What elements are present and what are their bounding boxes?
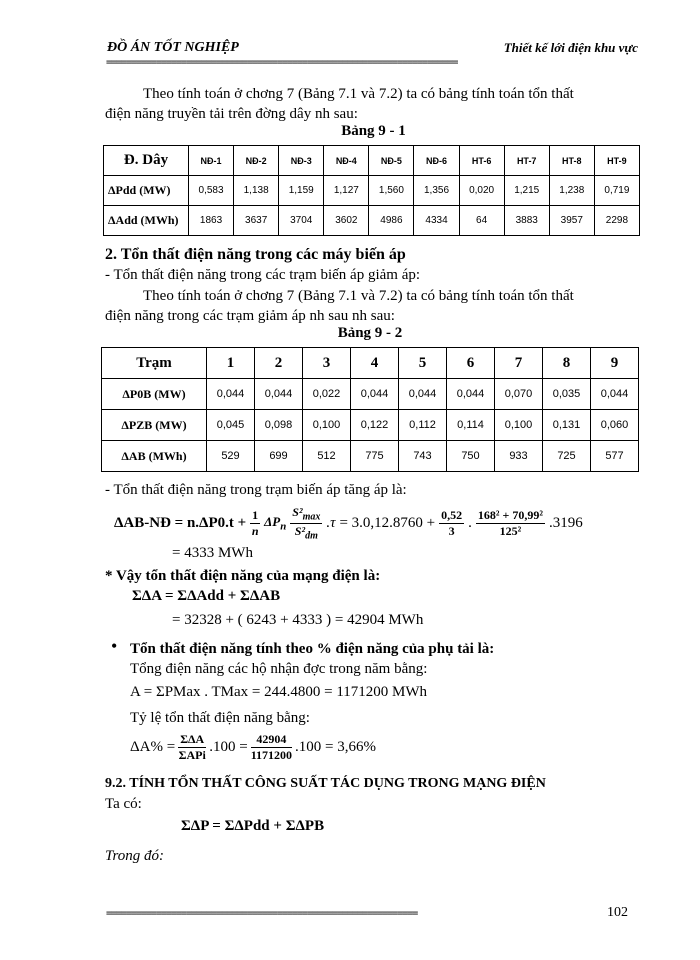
percent-line2: Tỷ lệ tổn thất điện năng bằng: — [130, 710, 310, 726]
table-cell: 3704 — [279, 206, 324, 236]
table2-row-label: ΔP0B (MW) — [102, 379, 207, 410]
table-cell: 699 — [255, 441, 303, 472]
table-cell: 512 — [303, 441, 351, 472]
eq-frac-2-den: 3 — [448, 523, 455, 538]
table1-row-label: ΔPdd (MW) — [104, 176, 189, 206]
table1-header: HT-9 — [594, 146, 639, 176]
table2-header: 7 — [495, 348, 543, 379]
section2-subtitle: - Tổn thất điện năng trong các trạm biến áp giảm áp: — [105, 267, 421, 283]
page-number: 102 — [607, 905, 628, 920]
table-cell: 1,356 — [414, 176, 459, 206]
percent-equation — [130, 725, 376, 769]
bullet-icon: • — [111, 636, 118, 656]
pct-result: .100 = 3,66% — [295, 738, 377, 755]
pct-frac-1 — [178, 732, 206, 763]
table-cell: 1,238 — [549, 176, 594, 206]
percent-title: Tổn thất điện năng tính theo % điện năng của phụ tải là: — [130, 641, 495, 657]
eq-frac-3 — [476, 508, 545, 539]
table-cell: 0,112 — [399, 410, 447, 441]
table-cell: 1,127 — [324, 176, 369, 206]
table2-header: 3 — [303, 348, 351, 379]
table1-header: HT-7 — [504, 146, 549, 176]
table1-caption: Bảng 9 - 1 — [341, 123, 406, 139]
table-cell: 1863 — [189, 206, 234, 236]
percent-eq-a: A = ΣPMax . TMax = 244.4800 = 1171200 MWh — [130, 684, 428, 700]
eq-frac-s-den: $S^2_{dm}$ — [294, 523, 318, 541]
table2-row-label: ΔAB (MWh) — [102, 441, 207, 472]
table-cell: 529 — [207, 441, 255, 472]
table-cell: 0,044 — [447, 379, 495, 410]
pct-frac-2-num: 42904 — [251, 732, 292, 748]
table-cell: 0,020 — [459, 176, 504, 206]
table2-row-label: ΔPZB (MW) — [102, 410, 207, 441]
table2-header: 4 — [351, 348, 399, 379]
table-cell: 0,044 — [207, 379, 255, 410]
pct-frac-2 — [251, 732, 292, 763]
table2-header: 1 — [207, 348, 255, 379]
section92-trongdo: Trong đó: — [105, 848, 165, 864]
table1 — [103, 145, 640, 236]
section2-title: 2. Tổn thất điện năng trong các máy biến áp — [105, 246, 406, 263]
eq-frac-1n — [250, 508, 260, 539]
pct-frac-1-num: ΣΔA — [180, 731, 205, 746]
table2-header: 5 — [399, 348, 447, 379]
section92-title: 9.2. TÍNH TỔN THẤT CÔNG SUẤT TÁC DỤNG TRONG MẠNG ĐIỆN — [105, 776, 546, 791]
table2-header: 6 — [447, 348, 495, 379]
header-subtitle: Thiết kế lới điện khu vực — [503, 40, 638, 55]
table-cell: 0,022 — [303, 379, 351, 410]
eq-frac-3-den: 125² — [499, 523, 522, 538]
table-cell: 0,114 — [447, 410, 495, 441]
table-cell: 775 — [351, 441, 399, 472]
section92-equation: ΣΔP = ΣΔPdd + ΣΔPB — [181, 818, 325, 834]
table-cell: 0,070 — [495, 379, 543, 410]
table-cell: 0,044 — [255, 379, 303, 410]
table2-header: 8 — [543, 348, 591, 379]
table1-header: NĐ-5 — [369, 146, 414, 176]
section2-line1: Theo tính toán ở chơng 7 (Bảng 7.1 và 7.2) ta có bảng tính toán tổn thất — [143, 288, 574, 304]
table-cell: 0,100 — [303, 410, 351, 441]
table-cell: 1,215 — [504, 176, 549, 206]
intro-line2: điện năng truyền tải trên đờng dây nh sau: — [105, 106, 358, 122]
table2-caption: Bảng 9 - 2 — [337, 325, 403, 341]
table1-header-label: Đ. Dây — [104, 146, 189, 176]
table-cell: 1,560 — [369, 176, 414, 206]
header-title: ĐỒ ÁN TỐT NGHIỆP — [107, 40, 239, 55]
table-cell: 0,583 — [189, 176, 234, 206]
eq-frac-s-num: $S^2_{max}$ — [292, 505, 321, 523]
pct-mult: .100 = — [209, 738, 248, 755]
table1-header: NĐ-3 — [279, 146, 324, 176]
table1-header: HT-8 — [549, 146, 594, 176]
table-cell: 0,044 — [399, 379, 447, 410]
eq-frac-1n-den: n — [251, 523, 259, 538]
table-cell: 2298 — [594, 206, 639, 236]
table2 — [101, 347, 639, 472]
table2-header: Trạm — [102, 348, 207, 379]
table-row — [102, 441, 639, 472]
table-cell: 1,138 — [234, 176, 279, 206]
table-cell: 725 — [543, 441, 591, 472]
table-cell: 0,131 — [543, 410, 591, 441]
table-cell: 0,060 — [591, 410, 639, 441]
table-cell: 0,122 — [351, 410, 399, 441]
table-cell: 4986 — [369, 206, 414, 236]
pct-frac-2-den: 1171200 — [250, 747, 293, 762]
pct-frac-1-den: ΣAPi — [178, 747, 206, 762]
table-cell: 0,035 — [543, 379, 591, 410]
table1-header: NĐ-4 — [324, 146, 369, 176]
table-cell: 4334 — [414, 206, 459, 236]
table-cell: 3957 — [549, 206, 594, 236]
eq-frac-s — [290, 505, 322, 541]
table-cell: 0,045 — [207, 410, 255, 441]
table1-caption-wrap — [105, 123, 642, 140]
table-cell: 750 — [447, 441, 495, 472]
section2-line2: điện năng trong các trạm giảm áp nh sau nh sau: — [105, 308, 395, 324]
intro-line1: Theo tính toán ở chơng 7 (Bảng 7.1 và 7.2) ta có bảng tính toán tổn thất — [143, 86, 574, 102]
table-cell: 1,159 — [279, 176, 324, 206]
table2-header: 2 — [255, 348, 303, 379]
table1-header: HT-6 — [459, 146, 504, 176]
table2-caption-wrap — [101, 325, 639, 342]
table1-header: NĐ-1 — [189, 146, 234, 176]
pct-lhs: ΔA% = — [130, 738, 176, 755]
table-cell: 933 — [495, 441, 543, 472]
eq-frac-2 — [439, 508, 464, 539]
table-cell: 3602 — [324, 206, 369, 236]
table-cell: 0,100 — [495, 410, 543, 441]
footer-rule: ============================================================== — [106, 909, 418, 919]
step-up-text: - Tổn thất điện năng trong trạm biến áp tăng áp là: — [105, 482, 407, 498]
eq-frac-1n-num: 1 — [252, 507, 259, 522]
table-row — [104, 176, 640, 206]
eq-tail: .3196 — [548, 514, 583, 531]
table1-header: NĐ-6 — [414, 146, 459, 176]
table-row — [104, 146, 640, 176]
table-cell: 0,044 — [591, 379, 639, 410]
percent-line1: Tổng điện năng các hộ nhận đợc trong năm bằng: — [130, 661, 428, 677]
header-rule: ====================================================================== — [106, 58, 458, 68]
table-cell: 0,098 — [255, 410, 303, 441]
table-cell: 0,719 — [594, 176, 639, 206]
table-cell: 577 — [591, 441, 639, 472]
eq-dpn: $\Delta P_n$ — [264, 513, 287, 533]
eq-lhs: ΔAB-NĐ = n.ΔP0.t + — [114, 514, 247, 531]
total-eq1: ΣΔA = ΣΔAdd + ΣΔAB — [132, 588, 281, 604]
eq-frac-2-num: 0,52 — [441, 507, 463, 522]
step-up-result: = 4333 MWh — [172, 545, 253, 561]
step-up-equation: ΔAB-NĐ = n.ΔP0.t + $\frac{1}{n}$ $\Delta P_n$ $\frac{S^2_{max}}{S^2_{dm}}$ .τ = 3.0,12.8760 + $\frac{0,52}{3}$ . $\frac{\text{168² + 70,99²}}{\text{125²}}$ .3196 — [114, 505, 583, 541]
table-row — [102, 410, 639, 441]
table-cell: 0,044 — [351, 379, 399, 410]
eq-tau: .τ — [326, 514, 336, 531]
eq-frac-3-num: 168² + 70,99² — [477, 507, 543, 522]
table-row — [102, 379, 639, 410]
table-cell: 3637 — [234, 206, 279, 236]
table1-row-label: ΔAdd (MWh) — [104, 206, 189, 236]
total-title: * Vậy tổn thất điện năng của mạng điện là: — [105, 568, 381, 584]
table-cell: 743 — [399, 441, 447, 472]
total-eq2: = 32328 + ( 6243 + 4333 ) = 42904 MWh — [172, 612, 424, 628]
table-row — [104, 206, 640, 236]
table-cell: 3883 — [504, 206, 549, 236]
table1-header: NĐ-2 — [234, 146, 279, 176]
table-row — [102, 348, 639, 379]
section92-taco: Ta có: — [105, 796, 142, 812]
table-cell: 64 — [459, 206, 504, 236]
eq-mid: = 3.0,12.8760 + — [339, 514, 436, 531]
table2-header: 9 — [591, 348, 639, 379]
